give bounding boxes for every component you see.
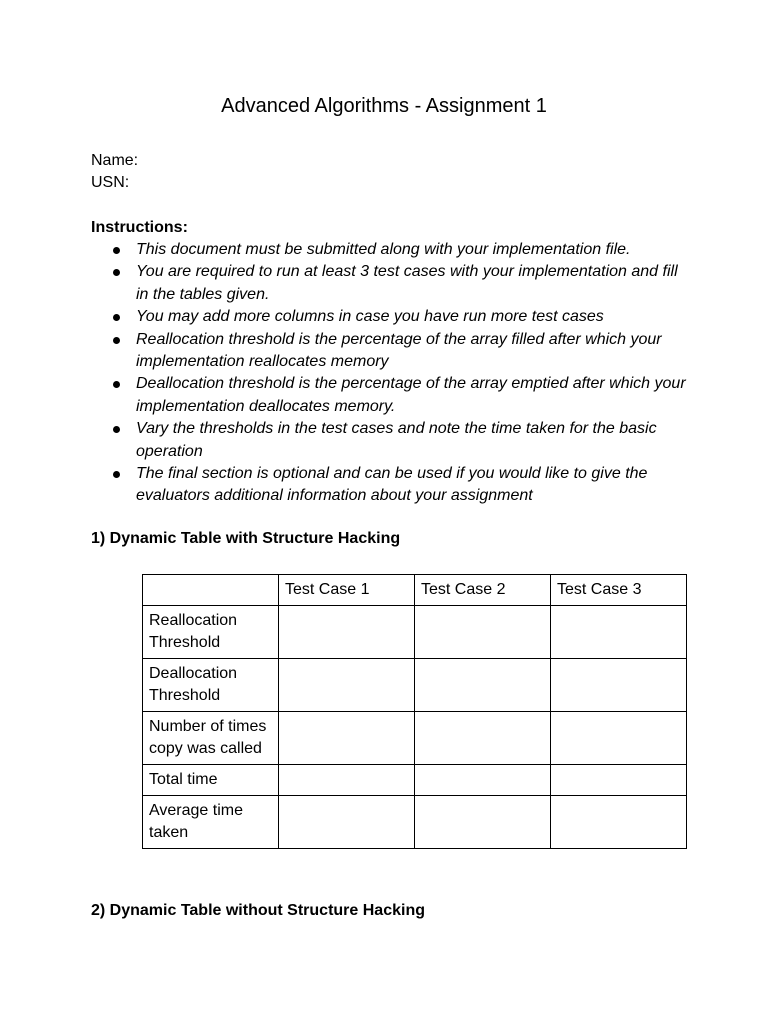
table-header-cell: Test Case 3 [551,575,687,606]
table-row [143,606,687,659]
bullet-icon [113,247,120,254]
instructions-list [91,239,691,508]
table-row [143,796,687,849]
instruction-item [91,463,691,508]
row-label-cell: Reallocation Threshold [143,606,279,659]
table-header-cell [143,575,279,606]
instruction-text: This document must be submitted along with your implementation file. [136,241,631,258]
bullet-icon [113,381,120,388]
table-cell[interactable] [415,712,551,765]
section-2-heading: 2) Dynamic Table without Structure Hacking [91,902,425,919]
table-cell[interactable] [415,659,551,712]
table-header-cell: Test Case 1 [279,575,415,606]
instruction-text: You are required to run at least 3 test cases with your implementation and fill in the tables given. [136,263,678,303]
instruction-text: The final section is optional and can be used if you would like to give the evaluators additional information about your assignment [136,465,648,505]
document-title: Advanced Algorithms - Assignment 1 [221,95,547,117]
bullet-icon [113,471,120,478]
instructions-heading: Instructions: [91,219,188,236]
table-cell[interactable] [551,765,687,796]
bullet-icon [113,426,120,433]
bullet-icon [113,337,120,344]
instruction-text: Vary the thresholds in the test cases and note the time taken for the basic operation [136,420,657,460]
instruction-text: Deallocation threshold is the percentage of the array emptied after which your implementation deallocates memory. [136,375,686,415]
table-cell[interactable] [279,796,415,849]
table-cell[interactable] [415,765,551,796]
name-label: Name: [91,152,139,169]
instruction-text: You may add more columns in case you have run more test cases [136,308,604,326]
instruction-item [91,329,691,374]
row-label-cell: Number of times copy was called [143,712,279,765]
table-header-row [143,575,687,606]
table-header-cell: Test Case 2 [415,575,551,606]
section-1-heading: 1) Dynamic Table with Structure Hacking [91,530,401,547]
results-table [142,574,687,849]
table-cell[interactable] [279,659,415,712]
row-label-cell: Average time taken [143,796,279,849]
bullet-icon [113,269,120,276]
table-cell[interactable] [415,606,551,659]
usn-label: USN: [91,174,130,191]
table-cell[interactable] [415,796,551,849]
table-row [143,712,687,765]
row-label-cell: Deallocation Threshold [143,659,279,712]
table-cell[interactable] [279,712,415,765]
table-row [143,659,687,712]
table-cell[interactable] [551,796,687,849]
table-cell[interactable] [551,606,687,659]
table-cell[interactable] [279,765,415,796]
instruction-text: Reallocation threshold is the percentage of the array filled after which your implementation reallocates memory [136,330,662,371]
instruction-item [91,306,691,328]
table-cell[interactable] [279,606,415,659]
instruction-item [91,261,691,306]
bullet-icon [113,314,120,321]
table-row [143,765,687,796]
instruction-item [91,418,691,463]
instruction-item [91,239,691,261]
table-cell[interactable] [551,659,687,712]
table-cell[interactable] [551,712,687,765]
row-label-cell: Total time [143,765,279,796]
instruction-item [91,373,691,418]
